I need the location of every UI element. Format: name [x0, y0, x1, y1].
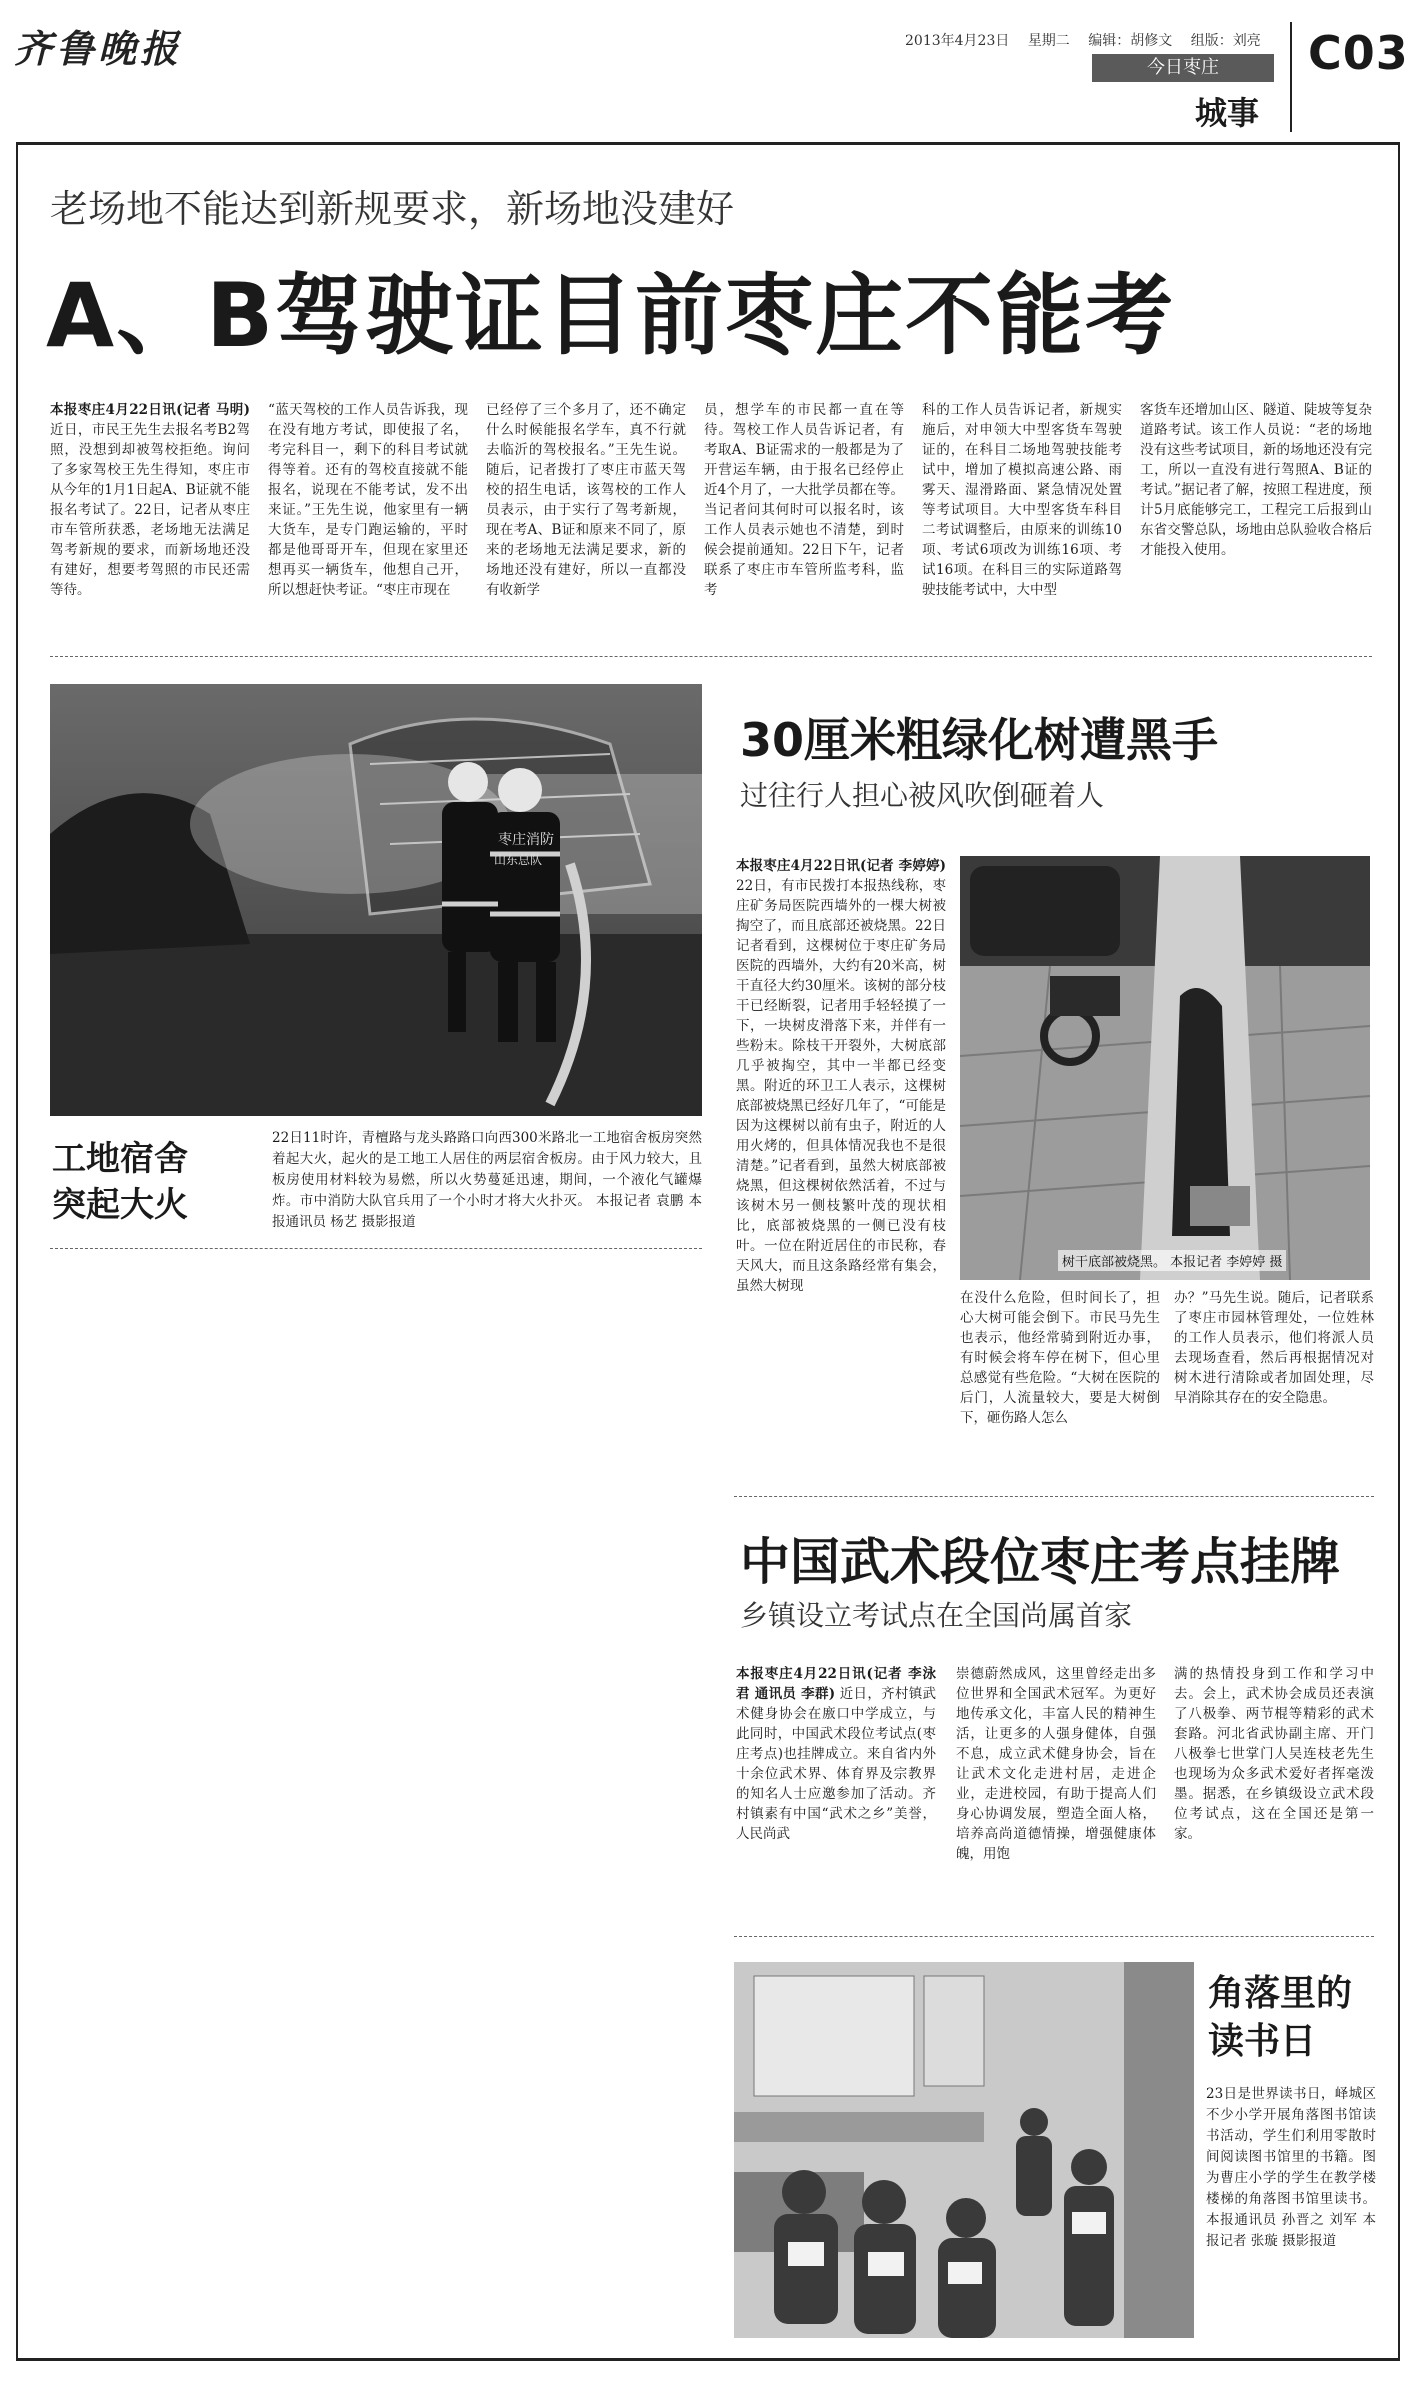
issue-date: 2013年4月23日	[905, 33, 1010, 49]
lead-column-5: 科的工作人员告诉记者，新规实施后，对申领大中型客货车驾驶证的，在科目二场地驾驶技能考试中，增加了模拟高速公路、雨雾天、湿滑路面、紧急情况处置等考试项目。大中型客货车科目二考试调整后，由原来的训练10项、考试6项改为训练16项、考试16项。在科目三的实际道路驾驶技能考试中，大中型	[922, 402, 1122, 598]
lead-divider	[50, 656, 1372, 657]
lead-headline: A、B驾驶证目前枣庄不能考	[46, 264, 1176, 367]
tree-subheadline: 过往行人担心被风吹倒砸着人	[740, 779, 1105, 812]
vest-text-1: 枣庄消防	[498, 832, 554, 848]
issue-layout: 组版：刘亮	[1190, 33, 1261, 49]
tree-column-2: 在没什么危险，但时间长了，担心大树可能会倒下。市民马先生也表示，他经常骑到附近办事，有时候会将车停在树下，但心里总感觉有些危险。“大树在医院的后门，人流量较大，要是大树倒下，砸伤路人怎么	[960, 1290, 1160, 1426]
frame-left	[16, 142, 18, 2360]
lead-dateline: 本报枣庄4月22日讯(记者 马明)	[50, 402, 250, 418]
fire-caption	[272, 1128, 702, 1233]
fire-caption-text: 22日11时许，青檀路与龙头路路口向西300米路北一工地宿舍板房突然着起大火，起火的是工地工人居住的两层宿舍板房。由于风力较大，且板房使用材料较为易燃，所以火势蔓延迅速，期间，一个液化气罐爆炸。市中消防大队官兵用了一个小时才将大火扑灭。	[272, 1130, 702, 1209]
fire-photo	[50, 684, 702, 1116]
lead-kicker: 老场地不能达到新规要求，新场地没建好	[50, 187, 735, 231]
reading-headline-line2: 读书日	[1208, 2021, 1317, 2062]
wushu-column-3: 满的热情投身到工作和学习中去。会上，武术协会成员还表演了八极拳、两节棍等精彩的武术套路。河北省武协副主席、开门八极拳七世掌门人吴连枝老先生也现场为众多武术爱好者挥毫泼墨。据悉，在乡镇级设立武术段位考试点，这在全国还是第一家。	[1174, 1666, 1374, 1842]
fire-credit: 本报记者 袁鹏 本报通讯员 杨艺 摄影报道	[272, 1193, 702, 1230]
lead-column-4: 员，想学车的市民都一直在等待。驾校工作人员告诉记者，有考取A、B证需求的一般都是为了开营运车辆，由于报名已经停止近4个月了，一大批学员都在等。当记者问其何时可以报名时，该工作人员表示她也不清楚，到时候会提前通知。22日下午，记者联系了枣庄市车管所监考科，监考	[704, 402, 904, 598]
fire-headline	[52, 1136, 188, 1228]
wushu-subheadline: 乡镇设立考试点在全国尚属首家	[740, 1599, 1133, 1632]
fire-headline-line2: 突起大火	[52, 1185, 188, 1225]
fire-scene-illustration	[50, 684, 702, 1116]
tree-scene-illustration	[960, 856, 1370, 1280]
tree-column-3: 办？”马先生说。随后，记者联系了枣庄市园林管理处，一位姓林的工作人员表示，他们将派人员去现场查看，然后再根据情况对树木进行清除或者加固处理，尽早消除其存在的安全隐患。	[1174, 1290, 1374, 1406]
bottom-rule	[16, 2358, 1400, 2361]
top-rule	[16, 142, 1400, 145]
reading-text: 23日是世界读书日，峄城区不少小学开展角落图书馆读书活动，学生们利用零散时间阅读图书馆里的书籍。图为曹庄小学的学生在教学楼楼梯的角落图书馆里读书。	[1206, 2086, 1376, 2207]
wushu-headline: 中国武术段位枣庄考点挂牌	[740, 1533, 1340, 1591]
wushu-divider	[734, 1936, 1374, 1937]
section-name: 城事	[1195, 94, 1260, 132]
section-label: 今日枣庄	[1092, 54, 1274, 82]
issue-editor: 编辑：胡修文	[1088, 33, 1173, 49]
reading-headline-line1: 角落里的	[1208, 1973, 1353, 2014]
tree-photo	[960, 856, 1370, 1280]
fire-divider	[50, 1248, 702, 1249]
reading-photo	[734, 1962, 1194, 2338]
tree-dateline: 本报枣庄4月22日讯(记者 李婷婷)	[736, 858, 946, 874]
newspaper-logo: 齐鲁晚报	[14, 26, 183, 71]
tree-column-1	[736, 856, 946, 1296]
wushu-dateline: 本报枣庄4月22日讯(记者 李泳君 通讯员 李群)	[736, 1666, 936, 1702]
tree-headline: 30厘米粗绿化树遭黑手	[740, 713, 1219, 767]
reading-scene-illustration	[734, 1962, 1194, 2338]
reading-credit: 本报通讯员 孙晋之 刘军 本报记者 张璇 摄影报道	[1206, 2212, 1376, 2249]
issue-weekday: 星期二	[1027, 33, 1070, 49]
reading-text-block	[1206, 2084, 1376, 2252]
fire-headline-line1: 工地宿舍	[52, 1139, 188, 1179]
issue-meta	[905, 30, 1275, 50]
frame-right	[1398, 142, 1400, 2360]
wushu-column-text: 近日，齐村镇武术健身协会在廒口中学成立，与此同时，中国武术段位考试点(枣庄考点)也挂牌成立。来自省内外十余位武术界、体育界及宗教界的知名人士应邀参加了活动。齐村镇素有中国“武术之乡”美誉，人民尚武	[736, 1686, 936, 1842]
tree-column-text: 22日，有市民拨打本报热线称，枣庄矿务局医院西墙外的一棵大树被掏空了，而且底部还被烧黑。22日记者看到，这棵树位于枣庄矿务局医院的西墙外，大约有20米高，树干直径大约30厘米。该树的部分枝干已经断裂，记者用手轻轻摸了一下，一块树皮滑落下来，并伴有一些粉末。除枝干开裂外，大树底部几乎被掏空，其中一半都已经变黑。附近的环卫工人表示，这棵树底部被烧黑已经好几年了，“可能是因为这棵树以前有虫子，附近的人用火烤的，但具体情况我也不是很清楚。”记者看到，虽然大树底部被烧黑，但这棵树依然活着，不过与该树木另一侧枝繁叶茂的现状相比，底部被烧黑的一侧已没有枝叶。一位在附近居住的市民称，春天风大，而且这条路经常有集会，虽然大树现	[736, 878, 946, 1294]
masthead-divider	[1290, 22, 1292, 132]
lead-column-text: 近日，市民王先生去报名考B2驾照，没想到却被驾校拒绝。询问了多家驾校王先生得知，枣庄市从今年的1月1日起A、B证就不能报名考试了。22日，记者从枣庄市车管所获悉，老场地无法满足驾考新规的要求，而新场地还没有建好，想要考驾照的市民还需等待。	[50, 422, 250, 598]
lead-column-3: 已经停了三个多月了，还不确定什么时候能报名学车，真不行就去临沂的驾校报名。”王先生说。随后，记者拨打了枣庄市蓝天驾校的招生电话，该驾校的工作人员表示，由于实行了驾考新规，现在考A、B证和原来不同了，原来的老场地无法满足要求，新的场地还没有建好，所以一直都没有收新学	[486, 402, 686, 598]
wushu-column-1	[736, 1664, 936, 1844]
reading-headline	[1208, 1970, 1352, 2066]
tree-divider	[734, 1496, 1374, 1497]
wushu-column-2: 崇德蔚然成风，这里曾经走出多位世界和全国武术冠军。为更好地传承文化，丰富人民的精神生活，让更多的人强身健体，自强不息，成立武术健身协会，旨在让武术文化走进村居，走进企业，走进校园，有助于提高人们身心协调发展，塑造全面人格，培养高尚道德情操，增强健康体魄，用饱	[956, 1666, 1156, 1862]
lead-column-2: “蓝天驾校的工作人员告诉我，现在没有地方考试，即使报了名，考完科目一，剩下的科目考试就得等着。还有的驾校直接就不能报名，说现在不能考试，发不出来证。”王先生说，他家里有一辆大货车，是专门跑运输的，平时都是他哥哥开车，但现在家里还想再买一辆货车，他想自己开，所以想赶快考证。“枣庄市现在	[268, 402, 468, 598]
lead-column-1	[50, 400, 250, 600]
page-code: C03	[1308, 26, 1409, 80]
vest-text-2: 山东总队	[494, 853, 543, 867]
lead-column-6: 客货车还增加山区、隧道、陡坡等复杂道路考试。该工作人员说：“老的场地没有这些考试项目，新的场地还没有完工，所以一直没有进行驾照A、B证的考试。”据记者了解，按照工程进度，预计5月底能够完工，工程完工后报到山东省交警总队，场地由总队验收合格后才能投入使用。	[1140, 402, 1372, 558]
tree-photo-caption: 树干底部被烧黑。 本报记者 李婷婷 摄	[1058, 1250, 1286, 1271]
